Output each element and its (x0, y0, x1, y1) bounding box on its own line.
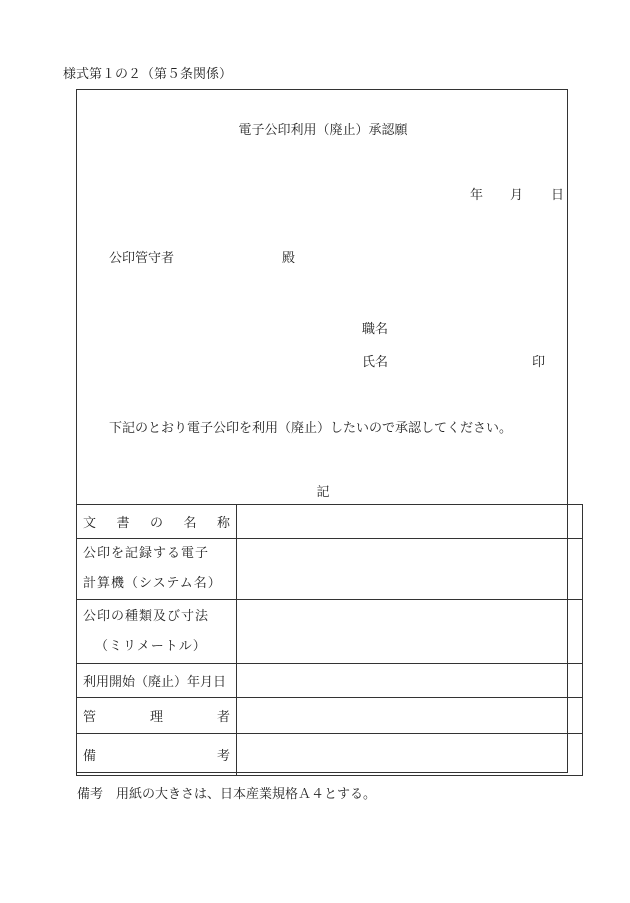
document-name-label (77, 505, 237, 539)
remarks-value[interactable] (237, 734, 583, 776)
request-text: 下記のとおり電子公印を利用（廃止）したいので承認してください。 (109, 421, 513, 436)
start-date-value[interactable] (237, 664, 583, 698)
footnote: 備考 用紙の大きさは、日本産業規格Ａ４とする。 (77, 787, 377, 802)
seal-type-size-value[interactable] (237, 600, 583, 664)
label-char: 管 (83, 710, 97, 725)
addressee-label: 公印管守者 (109, 251, 175, 266)
administrator-value[interactable] (237, 698, 583, 734)
date-month-label: 月 (510, 188, 524, 203)
label-char: の (149, 516, 163, 531)
start-date-label: 利用開始（廃止）年月日 (77, 664, 237, 698)
ki-heading: 記 (316, 485, 330, 500)
date-day-label: 日 (551, 188, 565, 203)
label-char: 称 (216, 516, 230, 531)
seal-mark-label: 印 (532, 355, 546, 370)
table-row (77, 734, 583, 776)
label-char: 者 (216, 710, 230, 725)
label-line: （ミリメートル） (95, 638, 207, 654)
applicant-name-label: 氏名 (362, 355, 389, 370)
label-char: 文 (83, 516, 97, 531)
details-table (76, 504, 583, 776)
document-name-value[interactable] (237, 505, 583, 539)
label-line: 公印の種類及び寸法 (83, 608, 210, 624)
table-row (77, 600, 583, 664)
label-char: 名 (183, 516, 197, 531)
application-form-frame (76, 89, 568, 773)
form-title: 電子公印利用（廃止）承認願 (238, 123, 408, 138)
administrator-label (77, 698, 237, 734)
applicant-post-label: 職名 (362, 322, 389, 337)
table-row (77, 698, 583, 734)
seal-type-size-label (77, 600, 237, 664)
label-char: 備 (83, 749, 97, 764)
label-char: 理 (149, 710, 163, 725)
addressee-honorific: 殿 (282, 251, 296, 266)
remarks-label (77, 734, 237, 776)
table-row (77, 505, 583, 539)
label-char: 考 (216, 749, 230, 764)
computer-system-label (77, 539, 237, 600)
label-line: 公印を記録する電子 (83, 546, 210, 561)
form-number: 様式第１の２（第５条関係） (63, 67, 233, 82)
label-line: 計算機（システム名） (83, 576, 222, 591)
computer-system-value[interactable] (237, 539, 583, 600)
date-year-label: 年 (470, 188, 484, 203)
table-row (77, 664, 583, 698)
table-row (77, 539, 583, 600)
label-char: 書 (116, 516, 130, 531)
